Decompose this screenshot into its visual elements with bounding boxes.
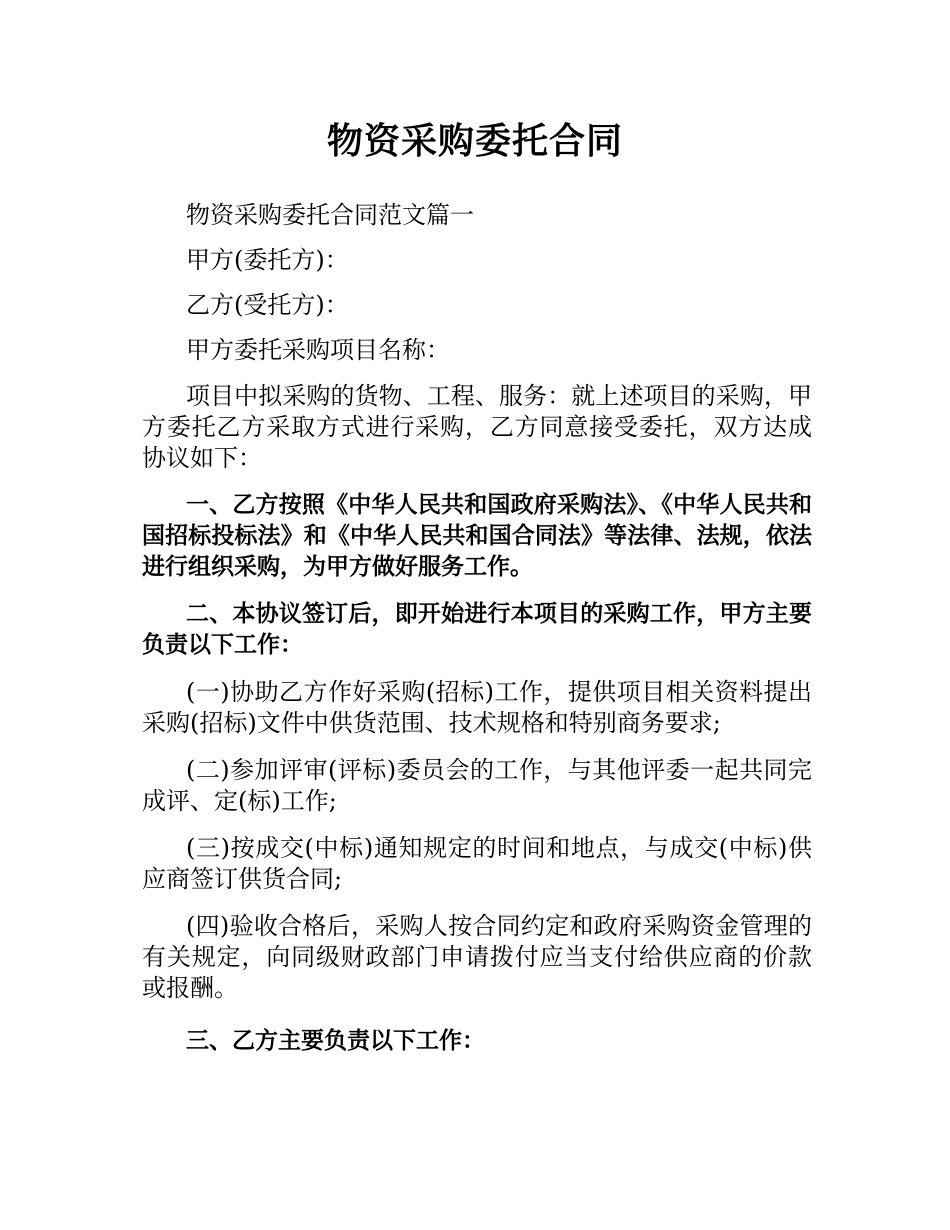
paragraph-intro: 项目中拟采购的货物、工程、服务：就上述项目的采购，甲方委托乙方采取方式进行采购，乙方同意接受委托，双方达成协议如下： [142,382,812,472]
document-body [142,200,812,1057]
paragraph-party-b: 乙方(受托方)： [186,291,349,319]
clause-two: 二、本协议签订后，即开始进行本项目的采购工作，甲方主要负责以下工作： [142,601,812,658]
document-title: 物资采购委托合同 [326,121,623,162]
clause-two-item-4: (四)验收合格后，采购人按合同约定和政府采购资金管理的有关规定，向同级财政部门申请拨付应当支付给供应商的价款或报酬。 [142,912,812,1002]
clause-three: 三、乙方主要负责以下工作： [186,1028,485,1054]
paragraph-project-name: 甲方委托采购项目名称： [186,336,450,364]
clause-two-item-1: (一)协助乙方作好采购(招标)工作，提供项目相关资料提出采购(招标)文件中供货范围、技术规格和特别商务要求; [142,678,812,737]
clause-two-item-3: (三)按成交(中标)通知规定的时间和地点，与成交(中标)供应商签订供货合同; [142,834,812,893]
paragraph-party-a: 甲方(委托方)： [186,246,349,274]
clause-two-item-2: (二)参加评审(评标)委员会的工作，与其他评委一起共同完成评、定(标)工作; [142,756,812,815]
paragraph-subtitle: 物资采购委托合同范文篇一 [186,201,474,229]
clause-one: 一、乙方按照《中华人民共和国政府采购法》、《中华人民共和国招标投标法》和《中华人民共和国合同法》等法律、法规，依法进行组织采购，为甲方做好服务工作。 [142,492,812,580]
